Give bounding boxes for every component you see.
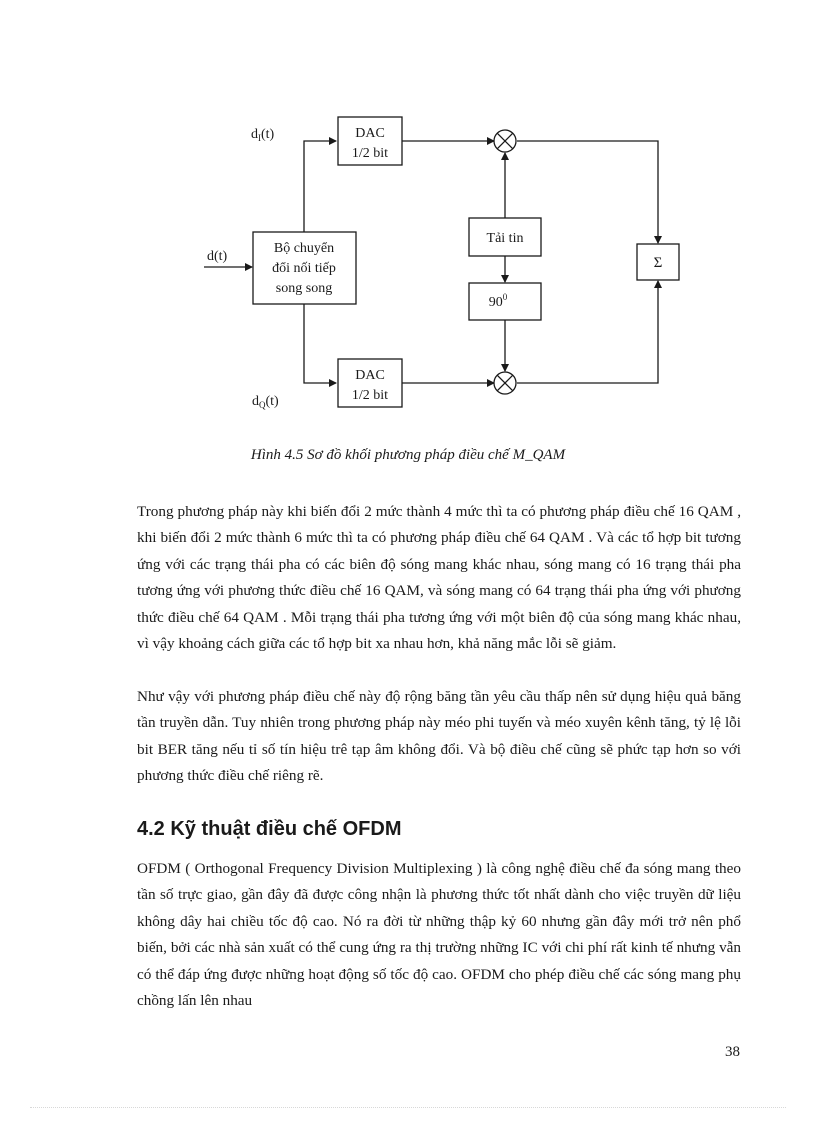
dac-bottom-label-line2: 1/2 bit [351,388,389,403]
input-label: d(t) [207,249,228,264]
converter-to-dac-top-line [304,141,336,232]
paragraph-1: Trong phương pháp này khi biến đổi 2 mức thành 4 mức thì ta có phương pháp điều chế 16 QAM , khi biến đổi 2 mức thành 6 mức thì ta có phương pháp điều chế 64 QAM . Và các tổ hợp bit tương ứng với các trạng thái pha có các biên độ sóng mang khác nhau, sóng mang có 16 trạng thái pha tương ứng với phương thức điều chế 16 QAM, và sóng mang có 64 trạng thái pha ứng với phương thức điều chế 64 QAM . Mỗi trạng thái pha tương ứng với một biên độ của sóng mang khác nhau, vì vậy khoảng cách giữa các tổ hợp bit xa nhau hơn, khả năng mắc lỗi sẽ giảm. [137,503,741,653]
mixer-bottom [494,372,516,394]
carrier-label: Tải tin [486,231,524,246]
figure-caption: Hình 4.5 Sơ đồ khối phương pháp điều chế M_QAM [250,447,566,463]
converter-label-line1: Bộ chuyển [273,241,335,256]
sum-symbol: Σ [653,255,663,271]
mqam-block-diagram [0,0,816,440]
converter-label-line3: song song [275,281,333,296]
footer-divider [30,1107,786,1108]
mixer-top [494,130,516,152]
dq-label: $d_Q(t)$ [252,394,279,410]
converter-to-dac-bottom-line [304,304,336,383]
phase-shift-label: $90^0$ [488,292,508,310]
page-number: 38 [725,1044,740,1060]
section-heading: 4.2 Kỹ thuật điều chế OFDM [137,818,402,840]
dac-top-label-line1: DAC [355,126,385,141]
di-label: $d_I(t)$ [251,127,275,143]
dac-bottom-label-line1: DAC [355,368,385,383]
paragraph-2: Như vậy với phương pháp điều chế này độ rộng băng tần yêu cầu thấp nên sử dụng hiệu quả băng tần truyền dẫn. Tuy nhiên trong phương pháp này méo phi tuyến và méo xuyên kênh tăng, tỷ lệ lỗi bit BER tăng nếu tỉ số tín hiệu trê tạp âm không đổi. Và bộ điều chế cũng sẽ phức tạp hơn so với phương thức điều chế riêng rẽ. [137,688,741,785]
converter-label-line2: đổi nối tiếp [272,261,336,276]
dac-top-label-line2: 1/2 bit [351,146,389,161]
paragraph-3: OFDM ( Orthogonal Frequency Division Multiplexing ) là công nghệ điều chế đa sóng mang theo tần số trực giao, gần đây đã được công nhận là phương thức tốt nhất dành cho việc truyền dữ liệu không dây hai chiều tốc độ cao. Nó ra đời từ những thập kỷ 60 nhưng gần đây mới trở nên phổ biến, bởi các nhà sản xuất có thể cung ứng ra thị trường những IC với chi phí rất kinh tế nhưng vẫn có thể đáp ứng được những hoạt động số tốc độ cao. OFDM cho phép điều chế các sóng mang phụ chồng lấn lên nhau [137,860,741,1010]
